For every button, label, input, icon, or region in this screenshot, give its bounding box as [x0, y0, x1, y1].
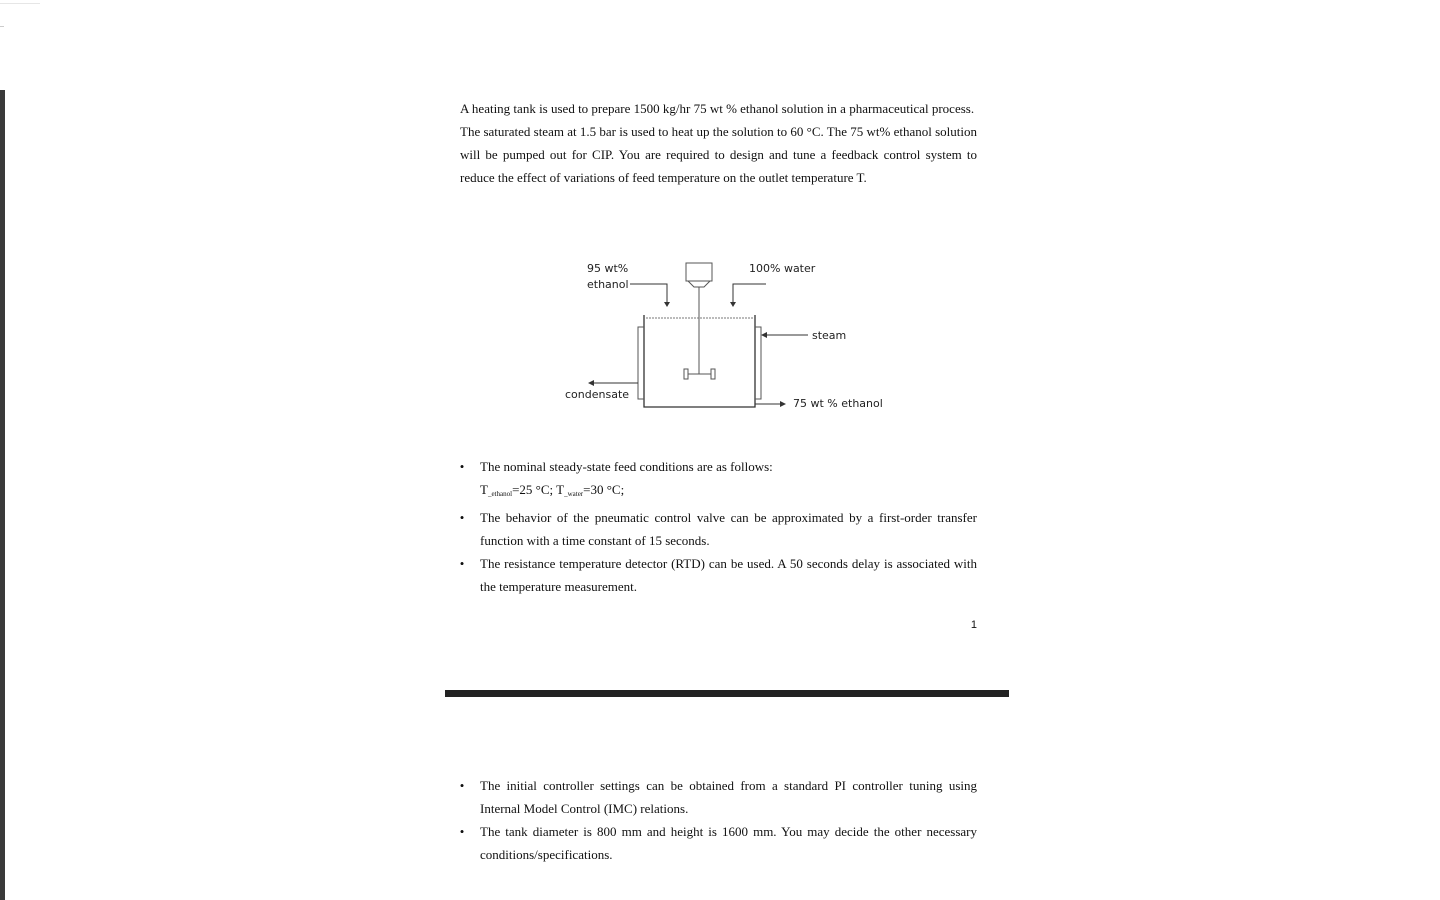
label-ethanol-feed-2: ethanol — [587, 278, 629, 291]
ethanol-feed-line — [630, 284, 667, 304]
condensate-arrow — [588, 380, 594, 386]
window-corner-line — [0, 26, 4, 27]
page-separator — [445, 690, 1009, 697]
page2-bullet-list — [455, 774, 977, 866]
window-corner-tab — [0, 0, 40, 4]
jacket-left — [638, 327, 644, 399]
bullet-text-tank-size: The tank diameter is 800 mm and height is 1600 mm. You may decide the other necessary conditions/specifications. — [480, 824, 977, 862]
bullet-text-rtd: The resistance temperature detector (RTD) can be used. A 50 seconds delay is associated with the temperature measurement. — [480, 556, 977, 594]
viewer-left-scrollbar[interactable] — [0, 90, 5, 900]
list-item — [455, 552, 977, 598]
list-item — [455, 455, 977, 506]
bullet-text-controller: The initial controller settings can be obtained from a standard PI controller tuning using Internal Model Control (IMC) relations. — [480, 778, 977, 816]
feed-temperatures: $T_{\_ethanol}=25$ °C; $T_{\_water}=30$ °C; — [480, 482, 625, 498]
label-condensate: condensate — [565, 388, 630, 401]
bullet-dot: • — [459, 824, 465, 839]
label-water-feed: 100% water — [749, 262, 816, 275]
label-steam: steam — [812, 329, 847, 342]
list-item — [455, 506, 977, 552]
bullet-text-valve: The behavior of the pneumatic control valve can be approximated by a first-order transfer function with a time constant of 15 seconds. — [480, 510, 977, 548]
bullet-dot: • — [459, 459, 465, 474]
water-feed-arrow — [730, 302, 736, 307]
intro-paragraph-1: A heating tank is used to prepare 1500 kg/hr 75 wt % ethanol solution in a pharmaceutical process. — [460, 101, 975, 116]
bullet-dot: • — [459, 778, 465, 793]
list-item — [455, 820, 977, 866]
heating-tank-diagram — [560, 255, 900, 420]
page-number: 1 — [970, 619, 977, 631]
page1-bullet-list — [455, 455, 977, 598]
bullet-dot: • — [459, 510, 465, 525]
list-item — [455, 774, 977, 820]
bullet-text-feed-conditions: The nominal steady-state feed conditions are as follows: — [480, 459, 773, 474]
jacket-right — [755, 327, 761, 399]
steam-arrow — [761, 332, 767, 338]
water-feed-line — [733, 284, 766, 304]
label-product: 75 wt % ethanol — [793, 397, 883, 410]
product-arrow — [780, 401, 786, 407]
motor-box — [686, 263, 712, 281]
motor-base — [688, 281, 710, 287]
agitator-blade-right — [711, 369, 715, 379]
intro-paragraph-2: The saturated steam at 1.5 bar is used to heat up the solution to 60 °C. The 75 wt% ethanol solution will be pumped out for CIP. You are required to design and tune a feedback control system to reduce the effect of variations of feed temperature on the outlet temperature T. — [460, 124, 977, 185]
agitator-blade-left — [684, 369, 688, 379]
ethanol-feed-arrow — [664, 302, 670, 307]
label-ethanol-feed-1: 95 wt% — [587, 262, 629, 275]
bullet-dot: • — [459, 556, 465, 571]
intro-paragraphs — [460, 97, 977, 189]
